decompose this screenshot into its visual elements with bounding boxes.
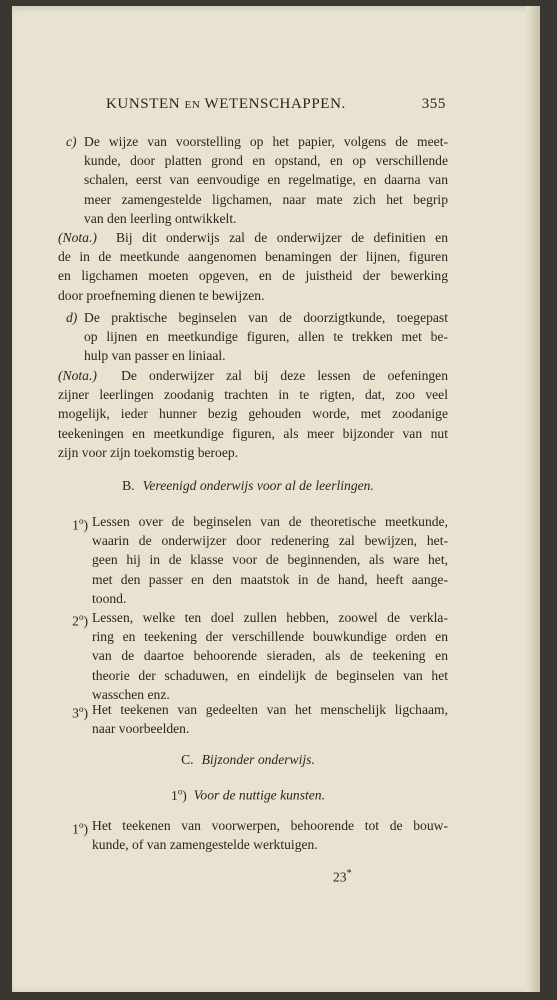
running-title bbox=[106, 96, 346, 113]
subsection-title: Voor de nuttige kunsten. bbox=[193, 787, 325, 803]
text-line: zijner leerlingen zoodanig trachten in te rigten, dat, zoo veel bbox=[58, 387, 448, 403]
text-line: op lijnen en meetkundige figuren, allen te trekken met be- bbox=[84, 329, 448, 345]
text-line: mogelijk, ieder hunner bezig gehouden worde, met zoodanige bbox=[58, 406, 448, 422]
subsection-heading bbox=[48, 782, 448, 805]
item-marker-c: c) bbox=[66, 134, 77, 149]
text-line: ring en teekening der verschillende bouwkundige orden en bbox=[92, 629, 448, 645]
page-edge-shadow bbox=[526, 6, 540, 992]
page-number: 355 bbox=[421, 96, 446, 112]
text-line: hulp van passer en liniaal. bbox=[84, 348, 226, 364]
text-line: kunde, of van zamengestelde werktuigen. bbox=[92, 837, 318, 853]
signature-text: 23 bbox=[333, 869, 347, 885]
title-en: EN bbox=[184, 99, 201, 111]
section-b-heading bbox=[48, 476, 448, 495]
text-line: De onderwijzer zal bij deze lessen de oefeningen bbox=[121, 368, 449, 383]
text-line: theorie der schaduwen, en eindelijk de beginselen van het bbox=[92, 667, 448, 683]
text-line: zijn voor zijn toekomstig beroep. bbox=[58, 444, 239, 460]
paragraph-c bbox=[66, 132, 448, 228]
item-number: 2$^o$) bbox=[72, 612, 88, 629]
text-line: De praktische beginselen van de doorzigtkunde, toegepast bbox=[84, 310, 448, 325]
book-page bbox=[12, 6, 540, 992]
text-line: De wijze van voorstelling op het papier, volgens de meet- bbox=[84, 134, 448, 149]
text-line: naar voorbeelden. bbox=[92, 721, 190, 737]
text-line: Het teekenen van voorwerpen, behoorende tot de bouw- bbox=[92, 818, 448, 833]
text-line: kunde, door platten grond en opstand, en op verschillende bbox=[84, 153, 448, 169]
text-line: waarin de onderwijzer door redenering zal bewijzen, het- bbox=[92, 533, 448, 549]
text-line: meer zamengestelde ligchamen, naar mate zich het begrip bbox=[84, 191, 448, 207]
text-line: Lessen over de beginselen van de theoretische meetkunde, bbox=[92, 514, 448, 529]
signature-asterisk: * bbox=[346, 868, 352, 879]
b-item-3 bbox=[92, 700, 448, 738]
nota-label: (Nota.) bbox=[58, 230, 97, 245]
paragraph-nota-2 bbox=[58, 366, 448, 462]
text-line: en ligchamen moeten opgeven, en de juistheid der bewerking bbox=[58, 268, 448, 284]
item-marker-d: d) bbox=[66, 310, 78, 325]
item-number: 1$^o$) bbox=[72, 820, 88, 837]
section-c-heading bbox=[48, 750, 448, 769]
title-part2: WETENSCHAPPEN. bbox=[204, 96, 346, 112]
section-letter: B. bbox=[122, 478, 135, 493]
c-item-1 bbox=[92, 816, 448, 854]
subsection-number: 1$^o$) bbox=[170, 786, 187, 803]
section-title: Vereenigd onderwijs voor al de leerlingen. bbox=[142, 478, 374, 493]
text-line: schalen, eerst van eenvoudige en regelmatige, en daarna van bbox=[84, 172, 448, 188]
text-line: door proefneming dienen te bewijzen. bbox=[58, 287, 265, 303]
text-line: Het teekenen van gedeelten van het menschelijk ligchaam, bbox=[92, 702, 448, 717]
b-item-2 bbox=[92, 608, 448, 704]
text-line: de in de meetkunde aangenomen benamingen der lijnen, figuren bbox=[58, 249, 448, 265]
signature-mark bbox=[333, 864, 352, 887]
text-line: geen hij in de klasse voor de beginnenden, als ware het, bbox=[92, 552, 448, 568]
text-line: van de daartoe behoorende sieraden, als de teekening en bbox=[92, 648, 448, 664]
title-part1: KUNSTEN bbox=[106, 96, 181, 112]
paragraph-d bbox=[66, 308, 448, 366]
text-line: met den passer en den maatstok in de hand, heeft aange- bbox=[92, 571, 448, 587]
item-number: 1$^o$) bbox=[72, 516, 88, 533]
text-line: toond. bbox=[92, 590, 127, 606]
text-line: Bij dit onderwijs zal de onderwijzer de definitien en bbox=[115, 230, 448, 245]
text-line: van den leerling ontwikkelt. bbox=[84, 210, 237, 226]
nota-label: (Nota.) bbox=[58, 368, 97, 383]
running-header bbox=[106, 96, 446, 113]
text-line: wasschen enz. bbox=[92, 686, 170, 702]
text-line: Lessen, welke ten doel zullen hebben, zoowel de verkla- bbox=[92, 610, 448, 625]
b-item-1 bbox=[92, 512, 448, 608]
text-line: teekeningen en meetkundige figuren, als meer bijzonder van nut bbox=[58, 425, 448, 441]
paragraph-nota-1 bbox=[58, 228, 448, 305]
section-title: Bijzonder onderwijs. bbox=[201, 752, 315, 767]
item-number: 3$^o$) bbox=[72, 704, 88, 721]
section-letter: C. bbox=[181, 752, 194, 767]
